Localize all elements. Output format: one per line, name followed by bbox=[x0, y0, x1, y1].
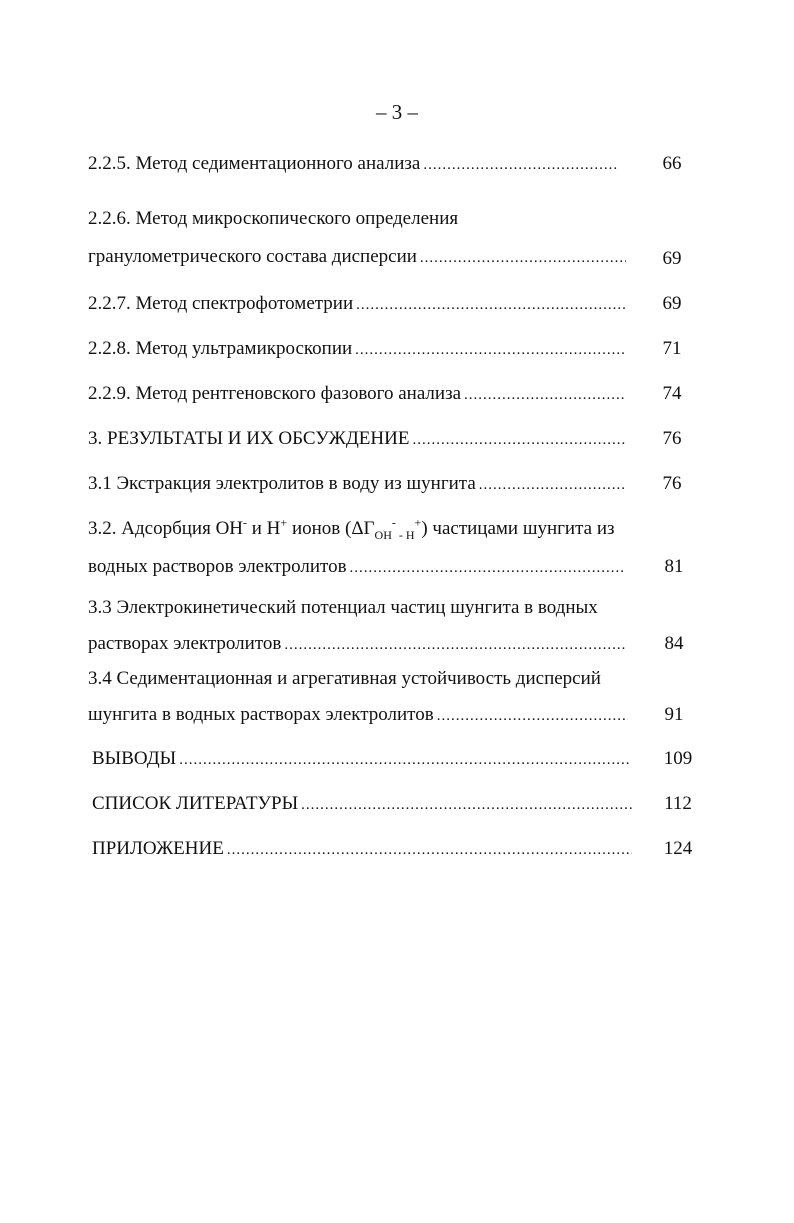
toc-entry-title: 2.2.8. Метод ультрамикроскопии bbox=[88, 338, 353, 359]
toc-page-number: 91 bbox=[664, 704, 684, 725]
toc-page-number: 124 bbox=[663, 838, 693, 859]
toc-page-number: 74 bbox=[662, 383, 682, 404]
leader-dots bbox=[179, 749, 630, 771]
toc-entry-title: 2.2.6. Метод микроскопического определения bbox=[88, 208, 459, 229]
toc-entry-title: 3.2. Адсорбция ОН- и Н+ ионов ($\Delta Г_{OH}^-$ $_{- H}$+) частицами шунгита из bbox=[88, 515, 615, 542]
toc-page-number: 109 bbox=[663, 748, 693, 769]
leader-dots bbox=[423, 154, 618, 176]
leader-dots bbox=[350, 557, 626, 579]
toc-page-number: 112 bbox=[664, 793, 692, 814]
toc-entry-title-continued: шунгита в водных растворах электролитов bbox=[88, 704, 434, 725]
leader-dots bbox=[412, 429, 626, 451]
page-number: – 3 – bbox=[376, 100, 418, 124]
toc-entry-title: 3.3 Электрокинетический потенциал частиц шунгита в водных bbox=[88, 597, 598, 618]
toc-entry-title: 3.4 Седиментационная и агрегативная устойчивость дисперсий bbox=[88, 668, 601, 689]
toc-entry-title-continued: гранулометрического состава дисперсии bbox=[88, 246, 417, 267]
toc-entry-title: 3. РЕЗУЛЬТАТЫ И ИХ ОБСУЖДЕНИЕ bbox=[88, 428, 410, 449]
leader-dots bbox=[464, 384, 626, 406]
toc-page-number: 84 bbox=[664, 633, 684, 654]
leader-dots bbox=[284, 634, 626, 656]
toc-page-number: 69 bbox=[662, 248, 682, 269]
toc-entry-title: 2.2.9. Метод рентгеновского фазового анализа bbox=[88, 383, 462, 404]
toc-entry-title: 2.2.7. Метод спектрофотометрии bbox=[88, 293, 354, 314]
leader-dots bbox=[420, 247, 626, 269]
toc-entry-title: ПРИЛОЖЕНИЕ bbox=[92, 838, 224, 859]
leader-dots bbox=[355, 339, 626, 361]
toc-page-number: 66 bbox=[662, 153, 682, 174]
toc-page-number: 81 bbox=[664, 556, 684, 577]
toc-page-number: 76 bbox=[662, 473, 682, 494]
leader-dots bbox=[356, 294, 626, 316]
leader-dots bbox=[437, 705, 628, 727]
toc-page-number: 71 bbox=[662, 338, 682, 359]
leader-dots bbox=[479, 474, 626, 496]
toc-entry-title: 2.2.5. Метод седиментационного анализа bbox=[88, 153, 421, 174]
toc-page-number: 69 bbox=[662, 293, 682, 314]
toc-entry-title-continued: водных растворов электролитов bbox=[88, 556, 347, 577]
toc-entry-title: ВЫВОДЫ bbox=[92, 748, 177, 769]
leader-dots bbox=[227, 839, 632, 861]
toc-entry-title: СПИСОК ЛИТЕРАТУРЫ bbox=[92, 793, 299, 814]
toc-entry-title: 3.1 Экстракция электролитов в воду из шунгита bbox=[88, 473, 476, 494]
leader-dots bbox=[301, 794, 632, 816]
toc-entry-title-continued: растворах электролитов bbox=[88, 633, 282, 654]
toc-page-number: 76 bbox=[662, 428, 682, 449]
